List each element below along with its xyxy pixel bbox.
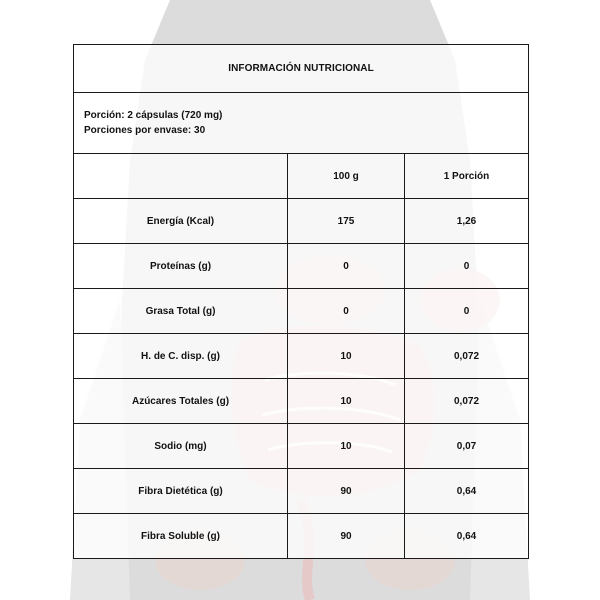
- row-value-100g: 0: [288, 289, 405, 334]
- row-value-portion: 0,072: [405, 379, 529, 424]
- row-value-portion: 0: [405, 244, 529, 289]
- table-row: [74, 514, 529, 559]
- row-value-100g: 90: [288, 469, 405, 514]
- table-row: [74, 469, 529, 514]
- row-label: Fibra Soluble (g): [74, 514, 288, 559]
- row-value-portion: 0,07: [405, 424, 529, 469]
- row-label: Sodio (mg): [74, 424, 288, 469]
- row-value-portion: 0,64: [405, 514, 529, 559]
- row-value-portion: 0,64: [405, 469, 529, 514]
- serving-size: Porción: 2 cápsulas (720 mg): [84, 110, 223, 121]
- row-value-100g: 10: [288, 334, 405, 379]
- table-row: [74, 244, 529, 289]
- serving-info: [74, 93, 529, 154]
- table-row: [74, 289, 529, 334]
- table-row: [74, 379, 529, 424]
- row-value-portion: 0,072: [405, 334, 529, 379]
- row-label: Grasa Total (g): [74, 289, 288, 334]
- column-header-100g: 100 g: [288, 154, 405, 199]
- table-title-row: [74, 45, 529, 93]
- row-label: Proteínas (g): [74, 244, 288, 289]
- row-label: Azúcares Totales (g): [74, 379, 288, 424]
- servings-per-container: Porciones por envase: 30: [84, 125, 206, 136]
- row-label: H. de C. disp. (g): [74, 334, 288, 379]
- table-row: [74, 199, 529, 244]
- row-value-100g: 0: [288, 244, 405, 289]
- nutrition-facts-table: [73, 44, 529, 559]
- table-row: [74, 334, 529, 379]
- row-value-100g: 10: [288, 379, 405, 424]
- column-header-portion: 1 Porción: [405, 154, 529, 199]
- row-label: Fibra Dietética (g): [74, 469, 288, 514]
- table-title: INFORMACIÓN NUTRICIONAL: [74, 45, 529, 93]
- row-value-portion: 0: [405, 289, 529, 334]
- row-value-portion: 1,26: [405, 199, 529, 244]
- row-value-100g: 10: [288, 424, 405, 469]
- row-value-100g: 90: [288, 514, 405, 559]
- row-value-100g: 175: [288, 199, 405, 244]
- column-header-empty: [74, 154, 288, 199]
- serving-info-row: [74, 93, 529, 154]
- row-label: Energía (Kcal): [74, 199, 288, 244]
- table-row: [74, 424, 529, 469]
- column-header-row: [74, 154, 529, 199]
